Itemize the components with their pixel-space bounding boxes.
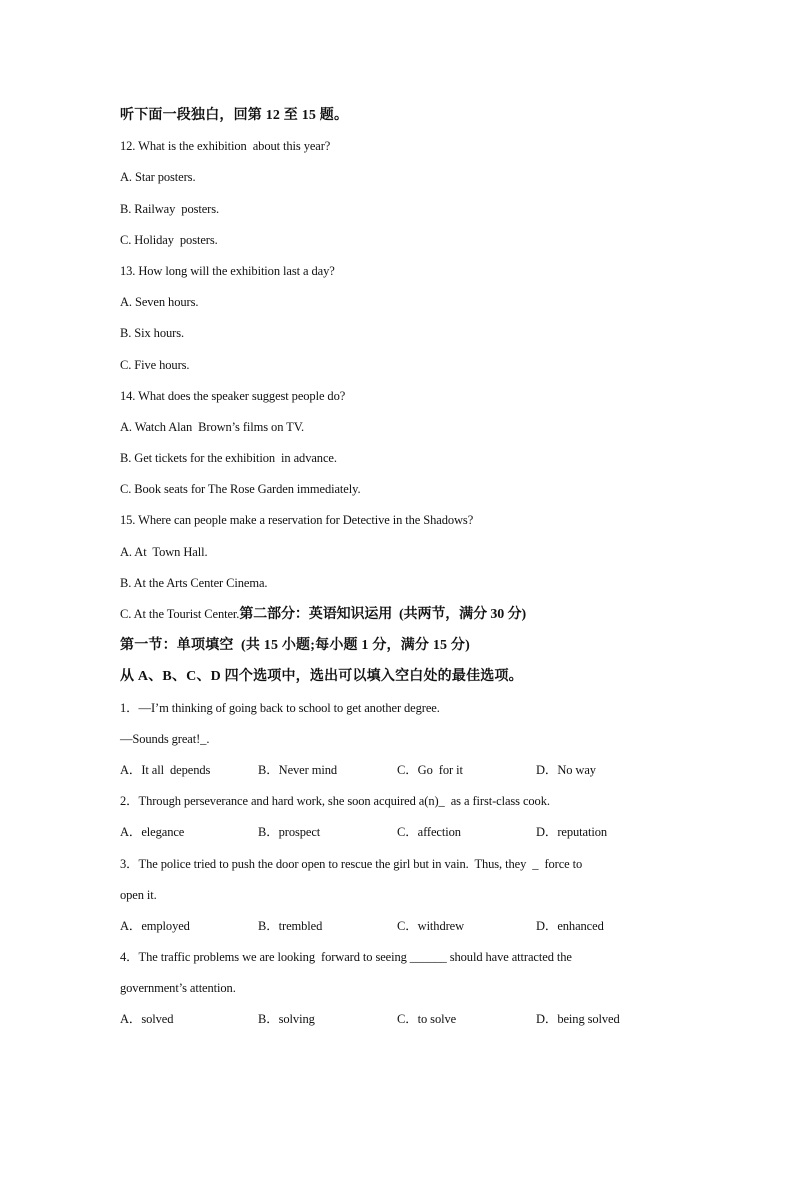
option-a: A. Star posters.	[120, 170, 196, 185]
option-c: C. Book seats for The Rose Garden immediately.	[120, 482, 361, 497]
question-line: —Sounds great!_.	[120, 731, 210, 746]
option-a: A．employed	[120, 918, 190, 933]
option-b: B. At the Arts Center Cinema.	[120, 575, 268, 590]
option-c: C. Five hours.	[120, 357, 190, 372]
option-a: A．elegance	[120, 825, 185, 840]
options-row	[120, 817, 680, 848]
question-text: 14. What does the speaker suggest people do?	[120, 388, 346, 403]
question-line: 1．—I’m thinking of going back to school to get another degree.	[120, 700, 440, 715]
instruction: 从 A、B、C、D 四个选项中，选出可以填入空白处的最佳选项。	[120, 669, 523, 685]
option-c: C．withdrew	[397, 918, 465, 933]
option-d: D．being solved	[536, 1012, 620, 1027]
option-a: A. Seven hours.	[120, 295, 199, 310]
option-b: B. Railway posters.	[120, 201, 220, 216]
question-text: 12. What is the exhibition about this year?	[120, 139, 331, 154]
option-b: B．trembled	[258, 918, 323, 933]
option-d: D．enhanced	[536, 918, 604, 933]
part2-heading: 第二部分：英语知识运用 (共两节，满分 30 分)	[239, 607, 527, 622]
option-a: A．solved	[120, 1012, 174, 1027]
option-a: A. At Town Hall.	[120, 544, 208, 559]
exam-page	[120, 100, 680, 1036]
option-a: A．It all depends	[120, 762, 211, 777]
listening-question-13	[120, 256, 680, 381]
listening-question-12	[120, 131, 680, 256]
option-b: B. Get tickets for the exhibition in advance.	[120, 451, 337, 466]
option-c: C. At the Tourist Center.	[120, 607, 240, 621]
listening-header: 听下面一段独白，回第 12 至 15 题。	[120, 108, 349, 123]
options-row	[120, 1004, 680, 1035]
mc-question-2	[120, 786, 680, 848]
option-d: D．reputation	[536, 825, 608, 840]
question-line: 4．The traffic problems we are looking forward to seeing ______ should have attracted the	[120, 950, 572, 965]
option-b: B．Never mind	[258, 762, 337, 777]
question-line: government’s attention.	[120, 981, 236, 996]
mc-question-3	[120, 849, 680, 943]
question-line: open it.	[120, 887, 157, 902]
options-row	[120, 755, 680, 786]
option-b: B．solving	[258, 1012, 315, 1027]
question-text: 15. Where can people make a reservation for Detective in the Shadows?	[120, 513, 474, 528]
mc-question-4	[120, 942, 680, 1036]
option-d: D．No way	[536, 762, 596, 777]
option-c: C．Go for it	[397, 762, 463, 777]
mc-question-1	[120, 693, 680, 787]
options-row	[120, 911, 680, 942]
section1-heading: 第一节：单项填空 (共 15 小题;每小题 1 分，满分 15 分)	[120, 638, 470, 654]
option-a: A. Watch Alan Brown’s films on TV.	[120, 419, 305, 434]
option-b: B. Six hours.	[120, 326, 184, 341]
option-c: C．to solve	[397, 1012, 457, 1027]
question-text: 13. How long will the exhibition last a day?	[120, 263, 335, 278]
option-c: C．affection	[397, 825, 461, 840]
listening-question-15	[120, 505, 680, 630]
option-b: B．prospect	[258, 825, 321, 840]
question-line: 3．The police tried to push the door open to rescue the girl but in vain. Thus, they _ force to	[120, 856, 583, 871]
question-line: 2．Through perseverance and hard work, she soon acquired a(n)_ as a first-class cook.	[120, 794, 550, 809]
option-c: C. Holiday posters.	[120, 232, 218, 247]
option-c-with-heading	[120, 599, 680, 630]
listening-question-14	[120, 381, 680, 506]
